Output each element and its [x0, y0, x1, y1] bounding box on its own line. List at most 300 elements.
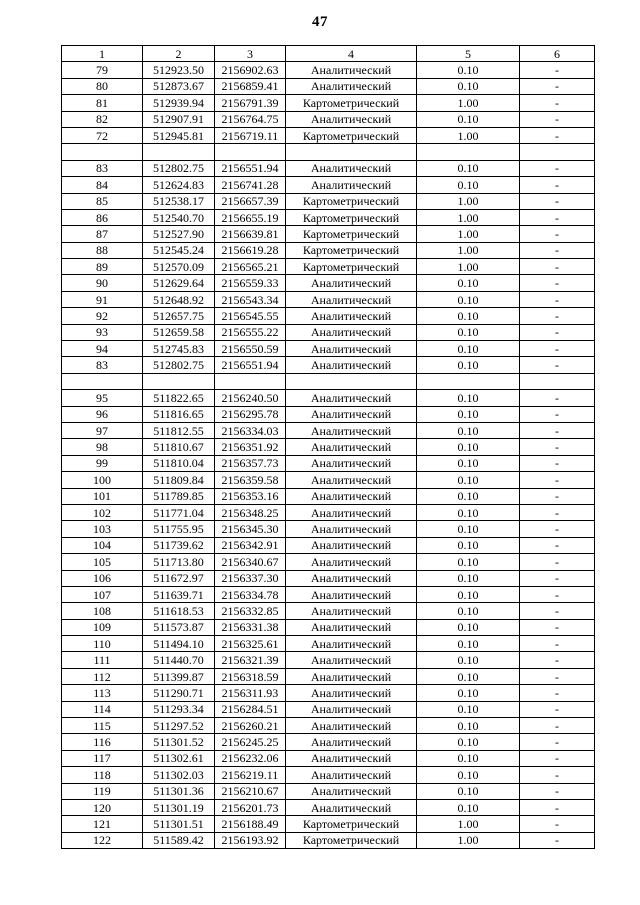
accuracy-cell: 0.10: [417, 177, 520, 193]
x-coordinate-cell: 511810.04: [143, 455, 215, 471]
y-coordinate-cell: 2156357.73: [215, 455, 286, 471]
point-number-cell: 122: [62, 832, 143, 848]
method-cell: Аналитический: [286, 603, 417, 619]
point-number-cell: 72: [62, 127, 143, 143]
accuracy-cell: 0.10: [417, 504, 520, 520]
x-coordinate-cell: 512545.24: [143, 242, 215, 258]
method-cell: Аналитический: [286, 701, 417, 717]
table-row: [62, 95, 595, 111]
note-cell: -: [520, 767, 595, 783]
method-cell: Аналитический: [286, 619, 417, 635]
table-row: [62, 439, 595, 455]
note-cell: -: [520, 718, 595, 734]
accuracy-cell: 1.00: [417, 816, 520, 832]
method-cell: Аналитический: [286, 111, 417, 127]
x-coordinate-cell: 511810.67: [143, 439, 215, 455]
accuracy-cell: 0.10: [417, 783, 520, 799]
note-cell: -: [520, 259, 595, 275]
table-row: [62, 619, 595, 635]
accuracy-cell: 0.10: [417, 603, 520, 619]
x-coordinate-cell: 512570.09: [143, 259, 215, 275]
x-coordinate-cell: 511789.85: [143, 488, 215, 504]
point-number-cell: 114: [62, 701, 143, 717]
method-cell: Аналитический: [286, 554, 417, 570]
note-cell: -: [520, 554, 595, 570]
point-number-cell: 85: [62, 193, 143, 209]
method-cell: Аналитический: [286, 767, 417, 783]
accuracy-cell: 0.10: [417, 619, 520, 635]
header-row: [62, 46, 595, 62]
x-coordinate-cell: [143, 373, 215, 389]
method-cell: Аналитический: [286, 570, 417, 586]
table-row: [62, 783, 595, 799]
x-coordinate-cell: 511812.55: [143, 422, 215, 438]
x-coordinate-cell: 512659.58: [143, 324, 215, 340]
note-cell: -: [520, 636, 595, 652]
point-number-cell: 97: [62, 422, 143, 438]
method-cell: Аналитический: [286, 406, 417, 422]
point-number-cell: 106: [62, 570, 143, 586]
accuracy-cell: 0.10: [417, 734, 520, 750]
y-coordinate-cell: 2156345.30: [215, 521, 286, 537]
table-row: [62, 127, 595, 143]
x-coordinate-cell: 512629.64: [143, 275, 215, 291]
point-number-cell: 102: [62, 504, 143, 520]
accuracy-cell: 1.00: [417, 259, 520, 275]
table-row: [62, 226, 595, 242]
x-coordinate-cell: 512802.75: [143, 160, 215, 176]
x-coordinate-cell: 511399.87: [143, 668, 215, 684]
point-number-cell: 113: [62, 685, 143, 701]
method-cell: Аналитический: [286, 275, 417, 291]
y-coordinate-cell: 2156201.73: [215, 799, 286, 815]
accuracy-cell: 0.10: [417, 586, 520, 602]
table-row: [62, 341, 595, 357]
x-coordinate-cell: 512648.92: [143, 291, 215, 307]
table-row: [62, 390, 595, 406]
y-coordinate-cell: 2156284.51: [215, 701, 286, 717]
y-coordinate-cell: 2156859.41: [215, 78, 286, 94]
y-coordinate-cell: 2156657.39: [215, 193, 286, 209]
x-coordinate-cell: 511293.34: [143, 701, 215, 717]
method-cell: Картометрический: [286, 95, 417, 111]
table-row: [62, 504, 595, 520]
method-cell: Аналитический: [286, 308, 417, 324]
note-cell: -: [520, 816, 595, 832]
point-number-cell: 82: [62, 111, 143, 127]
method-cell: Картометрический: [286, 832, 417, 848]
note-cell: -: [520, 488, 595, 504]
y-coordinate-cell: 2156342.91: [215, 537, 286, 553]
method-cell: Аналитический: [286, 291, 417, 307]
method-cell: Картометрический: [286, 209, 417, 225]
note-cell: -: [520, 275, 595, 291]
table-row: [62, 209, 595, 225]
accuracy-cell: 0.10: [417, 668, 520, 684]
method-cell: Аналитический: [286, 422, 417, 438]
accuracy-cell: 1.00: [417, 832, 520, 848]
x-coordinate-cell: 511301.51: [143, 816, 215, 832]
point-number-cell: 116: [62, 734, 143, 750]
table-row: [62, 537, 595, 553]
x-coordinate-cell: 512907.91: [143, 111, 215, 127]
table-row: [62, 472, 595, 488]
y-coordinate-cell: 2156550.59: [215, 341, 286, 357]
y-coordinate-cell: 2156565.21: [215, 259, 286, 275]
method-cell: Аналитический: [286, 324, 417, 340]
table-row: [62, 160, 595, 176]
x-coordinate-cell: 511822.65: [143, 390, 215, 406]
note-cell: -: [520, 62, 595, 78]
note-cell: -: [520, 95, 595, 111]
y-coordinate-cell: 2156555.22: [215, 324, 286, 340]
x-coordinate-cell: 512527.90: [143, 226, 215, 242]
method-cell: Аналитический: [286, 521, 417, 537]
table-row: [62, 554, 595, 570]
accuracy-cell: 0.10: [417, 275, 520, 291]
table-row: [62, 242, 595, 258]
x-coordinate-cell: 511290.71: [143, 685, 215, 701]
table-row: [62, 701, 595, 717]
x-coordinate-cell: 511713.80: [143, 554, 215, 570]
note-cell: -: [520, 603, 595, 619]
column-header-2: 2: [143, 46, 215, 62]
accuracy-cell: 0.10: [417, 406, 520, 422]
coordinates-table: [61, 45, 595, 849]
x-coordinate-cell: 512657.75: [143, 308, 215, 324]
point-number-cell: 118: [62, 767, 143, 783]
y-coordinate-cell: 2156219.11: [215, 767, 286, 783]
x-coordinate-cell: 511816.65: [143, 406, 215, 422]
point-number-cell: 84: [62, 177, 143, 193]
point-number-cell: 83: [62, 357, 143, 373]
y-coordinate-cell: 2156334.03: [215, 422, 286, 438]
method-cell: Аналитический: [286, 668, 417, 684]
accuracy-cell: 0.10: [417, 324, 520, 340]
table-row: [62, 373, 595, 389]
y-coordinate-cell: 2156639.81: [215, 226, 286, 242]
point-number-cell: 105: [62, 554, 143, 570]
point-number-cell: 112: [62, 668, 143, 684]
table-row: [62, 308, 595, 324]
method-cell: Аналитический: [286, 160, 417, 176]
table-row: [62, 193, 595, 209]
method-cell: Аналитический: [286, 488, 417, 504]
method-cell: [286, 373, 417, 389]
method-cell: Аналитический: [286, 636, 417, 652]
x-coordinate-cell: 511494.10: [143, 636, 215, 652]
table-header: [62, 46, 595, 62]
note-cell: -: [520, 177, 595, 193]
y-coordinate-cell: 2156764.75: [215, 111, 286, 127]
table-row: [62, 750, 595, 766]
x-coordinate-cell: 512802.75: [143, 357, 215, 373]
y-coordinate-cell: 2156193.92: [215, 832, 286, 848]
y-coordinate-cell: 2156353.16: [215, 488, 286, 504]
accuracy-cell: 0.10: [417, 521, 520, 537]
note-cell: -: [520, 455, 595, 471]
table-row: [62, 291, 595, 307]
table-row: [62, 259, 595, 275]
point-number-cell: 108: [62, 603, 143, 619]
y-coordinate-cell: 2156318.59: [215, 668, 286, 684]
accuracy-cell: 0.10: [417, 308, 520, 324]
accuracy-cell: [417, 373, 520, 389]
y-coordinate-cell: 2156334.78: [215, 586, 286, 602]
x-coordinate-cell: 511301.36: [143, 783, 215, 799]
table-row: [62, 177, 595, 193]
table-row: [62, 832, 595, 848]
accuracy-cell: 1.00: [417, 242, 520, 258]
method-cell: Аналитический: [286, 472, 417, 488]
table-row: [62, 144, 595, 160]
table-row: [62, 78, 595, 94]
point-number-cell: 92: [62, 308, 143, 324]
point-number-cell: 79: [62, 62, 143, 78]
column-header-3: 3: [215, 46, 286, 62]
accuracy-cell: 0.10: [417, 636, 520, 652]
note-cell: -: [520, 242, 595, 258]
point-number-cell: [62, 373, 143, 389]
note-cell: -: [520, 799, 595, 815]
table-row: [62, 455, 595, 471]
method-cell: Картометрический: [286, 226, 417, 242]
point-number-cell: 98: [62, 439, 143, 455]
table-row: [62, 816, 595, 832]
accuracy-cell: 0.10: [417, 62, 520, 78]
accuracy-cell: 0.10: [417, 685, 520, 701]
method-cell: Картометрический: [286, 193, 417, 209]
y-coordinate-cell: 2156321.39: [215, 652, 286, 668]
table-row: [62, 652, 595, 668]
note-cell: -: [520, 750, 595, 766]
table-row: [62, 586, 595, 602]
method-cell: Аналитический: [286, 177, 417, 193]
accuracy-cell: 1.00: [417, 226, 520, 242]
point-number-cell: 96: [62, 406, 143, 422]
note-cell: [520, 144, 595, 160]
point-number-cell: 115: [62, 718, 143, 734]
y-coordinate-cell: 2156311.93: [215, 685, 286, 701]
method-cell: Аналитический: [286, 357, 417, 373]
accuracy-cell: 1.00: [417, 209, 520, 225]
note-cell: -: [520, 160, 595, 176]
table-row: [62, 324, 595, 340]
note-cell: -: [520, 439, 595, 455]
table-row: [62, 406, 595, 422]
y-coordinate-cell: 2156210.67: [215, 783, 286, 799]
x-coordinate-cell: 511440.70: [143, 652, 215, 668]
column-header-4: 4: [286, 46, 417, 62]
table-row: [62, 799, 595, 815]
note-cell: -: [520, 390, 595, 406]
x-coordinate-cell: 511297.52: [143, 718, 215, 734]
point-number-cell: 119: [62, 783, 143, 799]
x-coordinate-cell: 511589.42: [143, 832, 215, 848]
x-coordinate-cell: 512923.50: [143, 62, 215, 78]
x-coordinate-cell: 511302.61: [143, 750, 215, 766]
table-row: [62, 62, 595, 78]
table-body: [62, 62, 595, 849]
table-row: [62, 521, 595, 537]
y-coordinate-cell: 2156791.39: [215, 95, 286, 111]
method-cell: Картометрический: [286, 242, 417, 258]
note-cell: -: [520, 78, 595, 94]
y-coordinate-cell: 2156741.28: [215, 177, 286, 193]
table-row: [62, 767, 595, 783]
point-number-cell: 104: [62, 537, 143, 553]
method-cell: Аналитический: [286, 504, 417, 520]
accuracy-cell: 1.00: [417, 95, 520, 111]
accuracy-cell: 0.10: [417, 701, 520, 717]
y-coordinate-cell: 2156619.28: [215, 242, 286, 258]
accuracy-cell: 0.10: [417, 341, 520, 357]
x-coordinate-cell: 512745.83: [143, 341, 215, 357]
y-coordinate-cell: 2156232.06: [215, 750, 286, 766]
y-coordinate-cell: 2156295.78: [215, 406, 286, 422]
method-cell: Аналитический: [286, 455, 417, 471]
accuracy-cell: 0.10: [417, 718, 520, 734]
method-cell: Картометрический: [286, 127, 417, 143]
table-row: [62, 603, 595, 619]
x-coordinate-cell: [143, 144, 215, 160]
table-row: [62, 668, 595, 684]
method-cell: Аналитический: [286, 62, 417, 78]
accuracy-cell: 0.10: [417, 455, 520, 471]
accuracy-cell: 0.10: [417, 488, 520, 504]
note-cell: [520, 373, 595, 389]
table-row: [62, 488, 595, 504]
accuracy-cell: 0.10: [417, 78, 520, 94]
note-cell: -: [520, 783, 595, 799]
y-coordinate-cell: [215, 373, 286, 389]
method-cell: Картометрический: [286, 259, 417, 275]
note-cell: -: [520, 357, 595, 373]
point-number-cell: 117: [62, 750, 143, 766]
y-coordinate-cell: 2156359.58: [215, 472, 286, 488]
x-coordinate-cell: 511302.03: [143, 767, 215, 783]
column-header-1: 1: [62, 46, 143, 62]
column-header-6: 6: [520, 46, 595, 62]
x-coordinate-cell: 511618.53: [143, 603, 215, 619]
y-coordinate-cell: 2156245.25: [215, 734, 286, 750]
point-number-cell: 83: [62, 160, 143, 176]
point-number-cell: 89: [62, 259, 143, 275]
point-number-cell: 81: [62, 95, 143, 111]
x-coordinate-cell: 512538.17: [143, 193, 215, 209]
y-coordinate-cell: 2156545.55: [215, 308, 286, 324]
x-coordinate-cell: 511639.71: [143, 586, 215, 602]
note-cell: -: [520, 422, 595, 438]
accuracy-cell: 0.10: [417, 799, 520, 815]
y-coordinate-cell: 2156331.38: [215, 619, 286, 635]
note-cell: -: [520, 127, 595, 143]
accuracy-cell: 0.10: [417, 554, 520, 570]
point-number-cell: 100: [62, 472, 143, 488]
note-cell: -: [520, 111, 595, 127]
table-row: [62, 111, 595, 127]
method-cell: Аналитический: [286, 652, 417, 668]
x-coordinate-cell: 511739.62: [143, 537, 215, 553]
y-coordinate-cell: 2156325.61: [215, 636, 286, 652]
note-cell: -: [520, 504, 595, 520]
x-coordinate-cell: 511771.04: [143, 504, 215, 520]
note-cell: -: [520, 586, 595, 602]
table-row: [62, 422, 595, 438]
method-cell: Аналитический: [286, 586, 417, 602]
table-row: [62, 685, 595, 701]
table-row: [62, 275, 595, 291]
point-number-cell: 93: [62, 324, 143, 340]
accuracy-cell: 0.10: [417, 291, 520, 307]
accuracy-cell: 0.10: [417, 537, 520, 553]
y-coordinate-cell: 2156902.63: [215, 62, 286, 78]
note-cell: -: [520, 668, 595, 684]
point-number-cell: 95: [62, 390, 143, 406]
y-coordinate-cell: 2156332.85: [215, 603, 286, 619]
point-number-cell: 80: [62, 78, 143, 94]
point-number-cell: 90: [62, 275, 143, 291]
point-number-cell: 109: [62, 619, 143, 635]
note-cell: -: [520, 537, 595, 553]
accuracy-cell: 0.10: [417, 357, 520, 373]
x-coordinate-cell: 512939.94: [143, 95, 215, 111]
note-cell: -: [520, 324, 595, 340]
y-coordinate-cell: 2156551.94: [215, 357, 286, 373]
point-number-cell: 88: [62, 242, 143, 258]
point-number-cell: 101: [62, 488, 143, 504]
x-coordinate-cell: 512624.83: [143, 177, 215, 193]
method-cell: Аналитический: [286, 734, 417, 750]
x-coordinate-cell: 511301.52: [143, 734, 215, 750]
accuracy-cell: 1.00: [417, 193, 520, 209]
method-cell: Аналитический: [286, 750, 417, 766]
point-number-cell: 91: [62, 291, 143, 307]
y-coordinate-cell: [215, 144, 286, 160]
note-cell: -: [520, 193, 595, 209]
method-cell: Аналитический: [286, 439, 417, 455]
method-cell: [286, 144, 417, 160]
x-coordinate-cell: 512540.70: [143, 209, 215, 225]
point-number-cell: [62, 144, 143, 160]
method-cell: Аналитический: [286, 783, 417, 799]
accuracy-cell: 0.10: [417, 160, 520, 176]
y-coordinate-cell: 2156348.25: [215, 504, 286, 520]
accuracy-cell: 0.10: [417, 570, 520, 586]
x-coordinate-cell: 511672.97: [143, 570, 215, 586]
y-coordinate-cell: 2156240.50: [215, 390, 286, 406]
x-coordinate-cell: 512945.81: [143, 127, 215, 143]
point-number-cell: 94: [62, 341, 143, 357]
page-number: 47: [312, 14, 328, 30]
accuracy-cell: 0.10: [417, 767, 520, 783]
y-coordinate-cell: 2156337.30: [215, 570, 286, 586]
method-cell: Аналитический: [286, 537, 417, 553]
note-cell: -: [520, 701, 595, 717]
y-coordinate-cell: 2156340.67: [215, 554, 286, 570]
note-cell: -: [520, 832, 595, 848]
y-coordinate-cell: 2156260.21: [215, 718, 286, 734]
table-row: [62, 357, 595, 373]
point-number-cell: 107: [62, 586, 143, 602]
accuracy-cell: 0.10: [417, 652, 520, 668]
point-number-cell: 121: [62, 816, 143, 832]
y-coordinate-cell: 2156188.49: [215, 816, 286, 832]
note-cell: -: [520, 291, 595, 307]
method-cell: Картометрический: [286, 816, 417, 832]
method-cell: Аналитический: [286, 341, 417, 357]
note-cell: -: [520, 472, 595, 488]
